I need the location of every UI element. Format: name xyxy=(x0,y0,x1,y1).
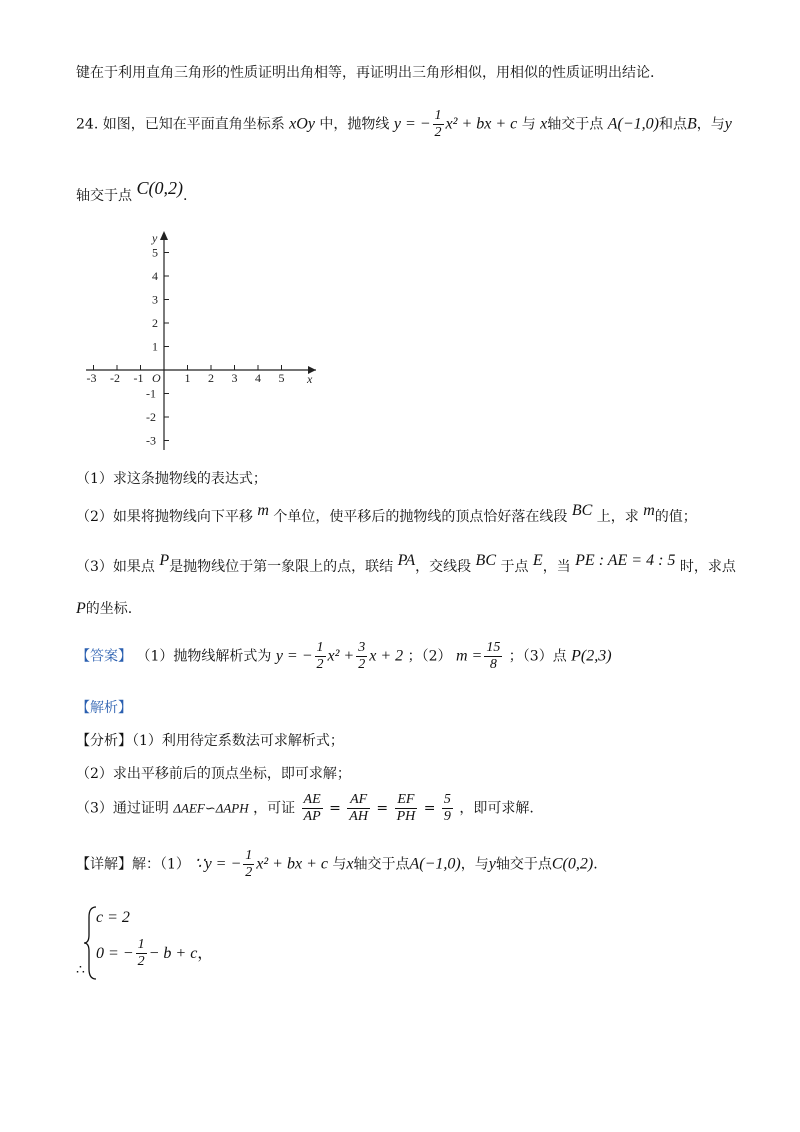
y-axis-arrow xyxy=(160,231,168,240)
y-tick-label: -3 xyxy=(146,433,156,448)
segment-bc: BC xyxy=(475,552,496,569)
problem-text: 和点 xyxy=(658,116,687,133)
numerator: 3 xyxy=(358,640,366,655)
point-b: B xyxy=(686,115,697,133)
analysis-f2 xyxy=(76,763,351,783)
numerator: AF xyxy=(347,792,370,809)
question-text: ，交线段 xyxy=(415,559,472,575)
answer-text: ；（2） xyxy=(407,648,452,665)
analysis-text: （1）利用待定系数法可求解析式； xyxy=(132,733,344,749)
x-tick-label: 1 xyxy=(184,371,191,385)
question-1 xyxy=(76,468,267,488)
question-text: （1）求这条抛物线的表达式； xyxy=(76,471,267,487)
therefore-symbol: ∴ xyxy=(76,962,85,978)
question-text: 时，求点 xyxy=(679,559,736,575)
answer-text: ；（3）点 xyxy=(508,648,567,665)
segment-pa: PA xyxy=(397,552,416,569)
question-text: 于点 xyxy=(500,559,529,575)
y-tick-label: 1 xyxy=(152,339,158,354)
equation-part: ， xyxy=(197,943,214,962)
detail-text: 与 xyxy=(332,856,347,873)
detail-line xyxy=(76,848,598,881)
detail-text: 解：（1） xyxy=(132,856,190,873)
y-tick-label: -2 xyxy=(146,410,156,424)
problem-text: 与 xyxy=(521,116,536,133)
answer-line xyxy=(76,640,612,673)
fraction xyxy=(395,792,418,825)
parabola-equation: y = − xyxy=(393,115,431,133)
question-text: 是抛物线位于第一象限上的点，联结 xyxy=(169,559,394,575)
parabola-equation: x² + bx + c xyxy=(256,855,328,873)
point-e: E xyxy=(532,552,543,569)
denominator: 2 xyxy=(316,657,324,672)
variable: y xyxy=(488,855,496,873)
variable: x xyxy=(540,115,548,133)
coord-system: xOy xyxy=(289,115,315,133)
fraction xyxy=(315,640,326,673)
denominator: 2 xyxy=(245,865,253,880)
variable: y xyxy=(724,115,732,133)
question-text: ，当 xyxy=(542,559,571,575)
y-tick-label: 5 xyxy=(152,245,158,260)
problem-line-2 xyxy=(76,178,188,205)
analysis-tag-line xyxy=(76,697,132,717)
analysis-text: ，即可求解. xyxy=(459,800,534,817)
numerator: EF xyxy=(395,792,418,809)
answer-point: P(2,3) xyxy=(571,647,612,665)
intro-line xyxy=(76,62,654,82)
equation-part: − b + c xyxy=(148,945,198,962)
fraction xyxy=(484,640,502,673)
fraction xyxy=(356,640,367,673)
denominator: AP xyxy=(303,809,321,824)
numerator: 1 xyxy=(137,937,145,952)
question-2 xyxy=(76,502,697,526)
origin-label: O xyxy=(152,371,161,385)
x-tick-label: -2 xyxy=(110,371,120,385)
x-tick-label: -3 xyxy=(86,371,97,385)
problem-text: 如图，已知在平面直角坐标系 xyxy=(102,116,285,133)
x-tick-label: 3 xyxy=(231,371,238,385)
y-tick-label: -1 xyxy=(146,386,156,401)
denominator: 9 xyxy=(443,809,451,824)
detail-text: 轴交于点 xyxy=(353,856,410,873)
answer-equation: m = xyxy=(455,647,483,665)
question-text: （3）如果点 xyxy=(76,559,155,575)
variable-m: m xyxy=(643,502,655,519)
question-text: （2）如果将抛物线向下平移 xyxy=(76,509,253,525)
therefore-line xyxy=(76,962,85,978)
fraction xyxy=(136,937,147,970)
parabola-equation: x² + bx + c xyxy=(445,115,518,133)
answer-text: （1）抛物线解析式为 xyxy=(136,648,272,665)
problem-text: . xyxy=(182,188,188,204)
numerator: 1 xyxy=(316,640,324,655)
fraction xyxy=(347,792,370,825)
problem-text: 轴交于点 xyxy=(76,188,132,204)
answer-equation: x² + xyxy=(327,647,355,665)
system-eq-1: c = 2 xyxy=(96,909,130,926)
x-tick-label: 2 xyxy=(208,371,214,385)
x-tick-label: -1 xyxy=(133,371,144,385)
y-tick-label: 2 xyxy=(152,316,158,330)
fenxi-tag: 【分析】 xyxy=(76,733,132,749)
x-tick-label: 5 xyxy=(278,371,285,385)
answer-equation: x + 2 xyxy=(369,647,404,665)
analysis-tag: 【解析】 xyxy=(76,700,132,716)
denominator: 8 xyxy=(489,657,497,672)
problem-number: 24. xyxy=(76,116,99,133)
y-tick-label: 3 xyxy=(152,292,158,307)
point-c: C(0,2) xyxy=(136,178,183,198)
fraction xyxy=(433,108,444,141)
parabola-equation: y = − xyxy=(204,855,242,873)
numerator: 5 xyxy=(443,792,451,807)
detail-tag: 【详解】 xyxy=(76,856,132,873)
variable: x xyxy=(346,855,354,873)
point-p: P xyxy=(159,552,170,569)
y-tick-label: 4 xyxy=(152,269,158,283)
variable-m: m xyxy=(257,502,269,519)
question-3-cont xyxy=(76,598,132,618)
because-symbol: ∵ xyxy=(194,855,205,873)
y-axis-label: y xyxy=(152,231,158,245)
equation-part: 0 = − xyxy=(96,945,134,962)
question-text: 上，求 xyxy=(596,509,639,525)
analysis-f1 xyxy=(76,730,344,750)
question-text: 的坐标. xyxy=(85,601,133,617)
denominator: 2 xyxy=(358,657,366,672)
x-tick-label: 4 xyxy=(255,371,261,385)
analysis-f3: （3）通过证明 ΔAEF∽ΔAPH ，可证 $\frac{AE}{AP}$ = $\frac{AF}{AH}$ = $\frac{EF}{PH}$ = $\frac{5}{9}$ ，即可求解. xyxy=(76,792,534,824)
intro-text: 键在于利用直角三角形的性质证明出角相等，再证明出三角形相似，用相似的性质证明出结论. xyxy=(76,65,655,81)
fraction xyxy=(442,792,453,825)
detail-text: 轴交于点 xyxy=(495,856,552,873)
problem-line-1 xyxy=(76,108,732,141)
analysis-text: （2）求出平移前后的顶点坐标，即可求解； xyxy=(76,766,351,782)
analysis-text: ，可证 xyxy=(253,800,296,817)
denominator: 2 xyxy=(137,954,145,969)
similar-triangles: ΔAEF∽ΔAPH xyxy=(173,800,249,816)
coordinate-graph xyxy=(80,225,340,455)
analysis-text: （3）通过证明 xyxy=(76,800,169,817)
problem-text: ，与 xyxy=(696,116,725,133)
detail-text: . xyxy=(593,856,598,873)
numerator: 1 xyxy=(245,848,253,863)
system-eq-2 xyxy=(96,937,213,970)
denominator: PH xyxy=(396,809,416,824)
numerator: 15 xyxy=(486,640,501,655)
denominator: AH xyxy=(349,809,368,824)
question-3 xyxy=(76,552,736,576)
point-p: P xyxy=(76,600,86,617)
fraction xyxy=(302,792,323,825)
problem-text: 中，抛物线 xyxy=(319,116,390,133)
x-axis-label: x xyxy=(307,372,313,386)
question-text: 个单位，使平移后的抛物线的顶点恰好落在线段 xyxy=(273,509,568,525)
point-c: C(0,2) xyxy=(551,855,594,873)
numerator: 1 xyxy=(434,108,442,123)
problem-text: 轴交于点 xyxy=(547,116,604,133)
question-text: 的值； xyxy=(654,509,697,525)
denominator: 2 xyxy=(434,125,442,140)
detail-text: ，与 xyxy=(460,856,489,873)
numerator: AE xyxy=(303,792,321,807)
point-a: A(−1,0) xyxy=(409,855,461,873)
ratio: PE : AE = 4 : 5 xyxy=(575,552,676,569)
answer-tag: 【答案】 xyxy=(76,648,132,665)
point-a: A(−1,0) xyxy=(607,115,659,133)
answer-equation: y = − xyxy=(275,647,313,665)
fraction xyxy=(243,848,254,881)
segment-bc: BC xyxy=(571,502,593,519)
